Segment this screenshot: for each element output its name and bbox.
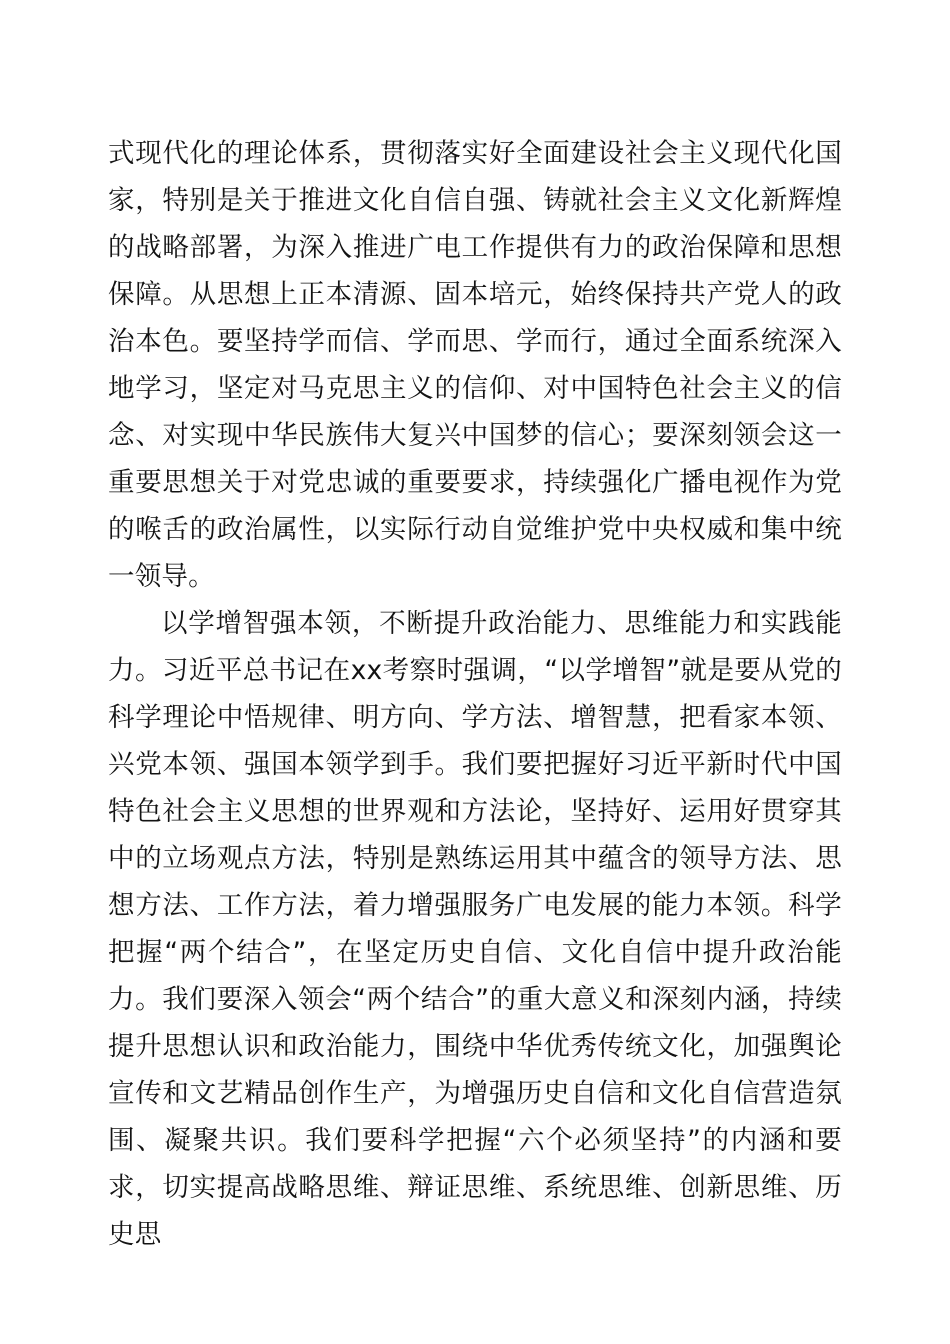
document-body bbox=[108, 130, 842, 1258]
paragraph-1: 式现代化的理论体系，贯彻落实好全面建设社会主义现代化国家，特别是关于推进文化自信自强、铸就社会主义文化新辉煌的战略部署，为深入推进广电工作提供有力的政治保障和思想保障。从思想上正本清源、固本培元，始终保持共产党人的政治本色。要坚持学而信、学而思、学而行，通过全面系统深入地学习，坚定对马克思主义的信仰、对中国特色社会主义的信念、对实现中华民族伟大复兴中国梦的信心；要深刻领会这一重要思想关于对党忠诚的重要要求，持续强化广播电视作为党的喉舌的政治属性，以实际行动自觉维护党中央权威和集中统一领导。 bbox=[108, 138, 842, 592]
paragraph-2: 以学增智强本领，不断提升政治能力、思维能力和实践能力。习近平总书记在xx考察时强调，“以学增智”就是要从党的科学理论中悟规律、明方向、学方法、增智慧，把看家本领、兴党本领、强国本领学到手。我们要把握好习近平新时代中国特色社会主义思想的世界观和方法论，坚持好、运用好贯穿其中的立场观点方法，特别是熟练运用其中蕴含的领导方法、思想方法、工作方法，着力增强服务广电发展的能力本领。科学把握“两个结合”，在坚定历史自信、文化自信中提升政治能力。我们要深入领会“两个结合”的重大意义和深刻内涵，持续提升思想认识和政治能力，围绕中华优秀传统文化，加强舆论宣传和文艺精品创作生产，为增强历史自信和文化自信营造氛围、凝聚共识。我们要科学把握“六个必须坚持”的内涵和要求，切实提高战略思维、辩证思维、系统思维、创新思维、历史思 bbox=[108, 608, 842, 1250]
